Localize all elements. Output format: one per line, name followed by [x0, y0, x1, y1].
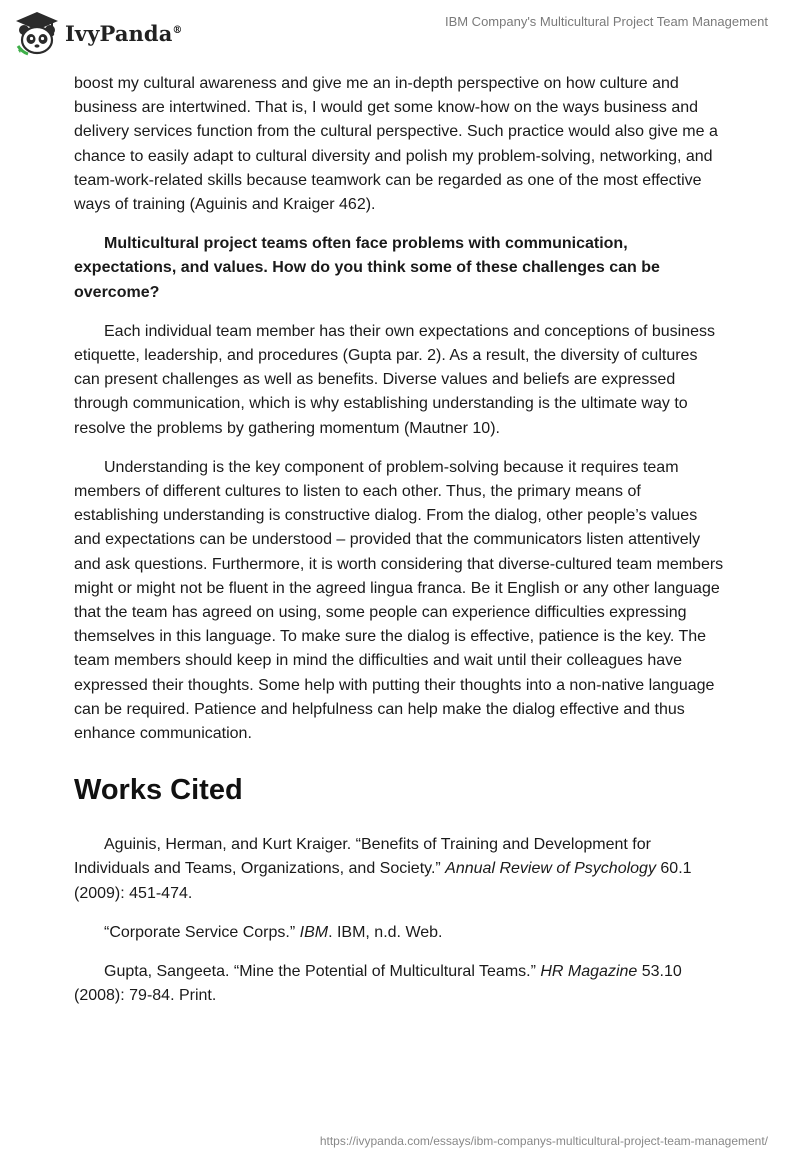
source-url[interactable]: https://ivypanda.com/essays/ibm-companys-multicultural-project-team-management/ [319, 1134, 768, 1148]
citation: Aguinis, Herman, and Kurt Kraiger. “Benefits of Training and Development for Individuals and Teams, Organizations, and Society.” Annual Review of Psychology 60.1 (2009): 451-474. [74, 836, 692, 902]
citation: Gupta, Sangeeta. “Mine the Potential of Multicultural Teams.” HR Magazine 53.10 (2008): 79-84. Print. [74, 963, 682, 1005]
paragraph-continued: boost my cultural awareness and give me an in-depth perspective on how culture and business are intertwined. That is, I would get some know-how on the ways business and delivery services function from the cultural perspective. Such practice would also give me a chance to easily adapt to cultural diversity and polish my problem-solving, networking, and team-work-related skills because teamwork can be regarded as one of the most effective ways of training (Aguinis and Kraiger 462). [74, 75, 718, 214]
citation: “Corporate Service Corps.” IBM. IBM, n.d. Web. [104, 923, 443, 941]
question-heading: Multicultural project teams often face problems with communication, expectations, and values. How do you think some of these challenges can be overcome? [74, 235, 660, 301]
paragraph: Understanding is the key component of problem-solving because it requires team members of different cultures to listen to each other. Thus, the primary means of establishing understanding is constructive dialog. From the dialog, other people’s values and expectations can be understood – provided that the communicators listen attentively and ask questions. Furthermore, it is worth considering that diverse-cultured team members might or might not be fluent in the agreed lingua franca. Be it English or any other language that the team has agreed on using, some people can experience difficulties expressing themselves in this language. To make sure the dialog is effective, patience is the key. The team members should keep in mind the difficulties and wait until their colleagues have expressed their thoughts. Some help with putting their thoughts into a non-native language can be required. Patience and helpfulness can help make the dialog effective and thus enhance communication. [74, 458, 724, 743]
works-cited-heading: Works Cited [74, 774, 243, 807]
paragraph: Each individual team member has their own expectations and conceptions of business etiquette, leadership, and procedures (Gupta par. 2). As a result, the diversity of cultures can present challenges as well as benefits. Diverse values and beliefs are expressed through communication, which is why establishing understanding is the ultimate way to resolve the problems by gathering momentum (Mautner 10). [74, 322, 716, 437]
panda-graduate-icon [14, 10, 60, 56]
page-header [0, 0, 800, 70]
document-title: IBM Company's Multicultural Project Team Management [444, 14, 768, 29]
brand-name: IvyPanda® [65, 20, 183, 46]
ivypanda-logo[interactable] [14, 10, 183, 56]
essay-content [74, 72, 726, 1024]
